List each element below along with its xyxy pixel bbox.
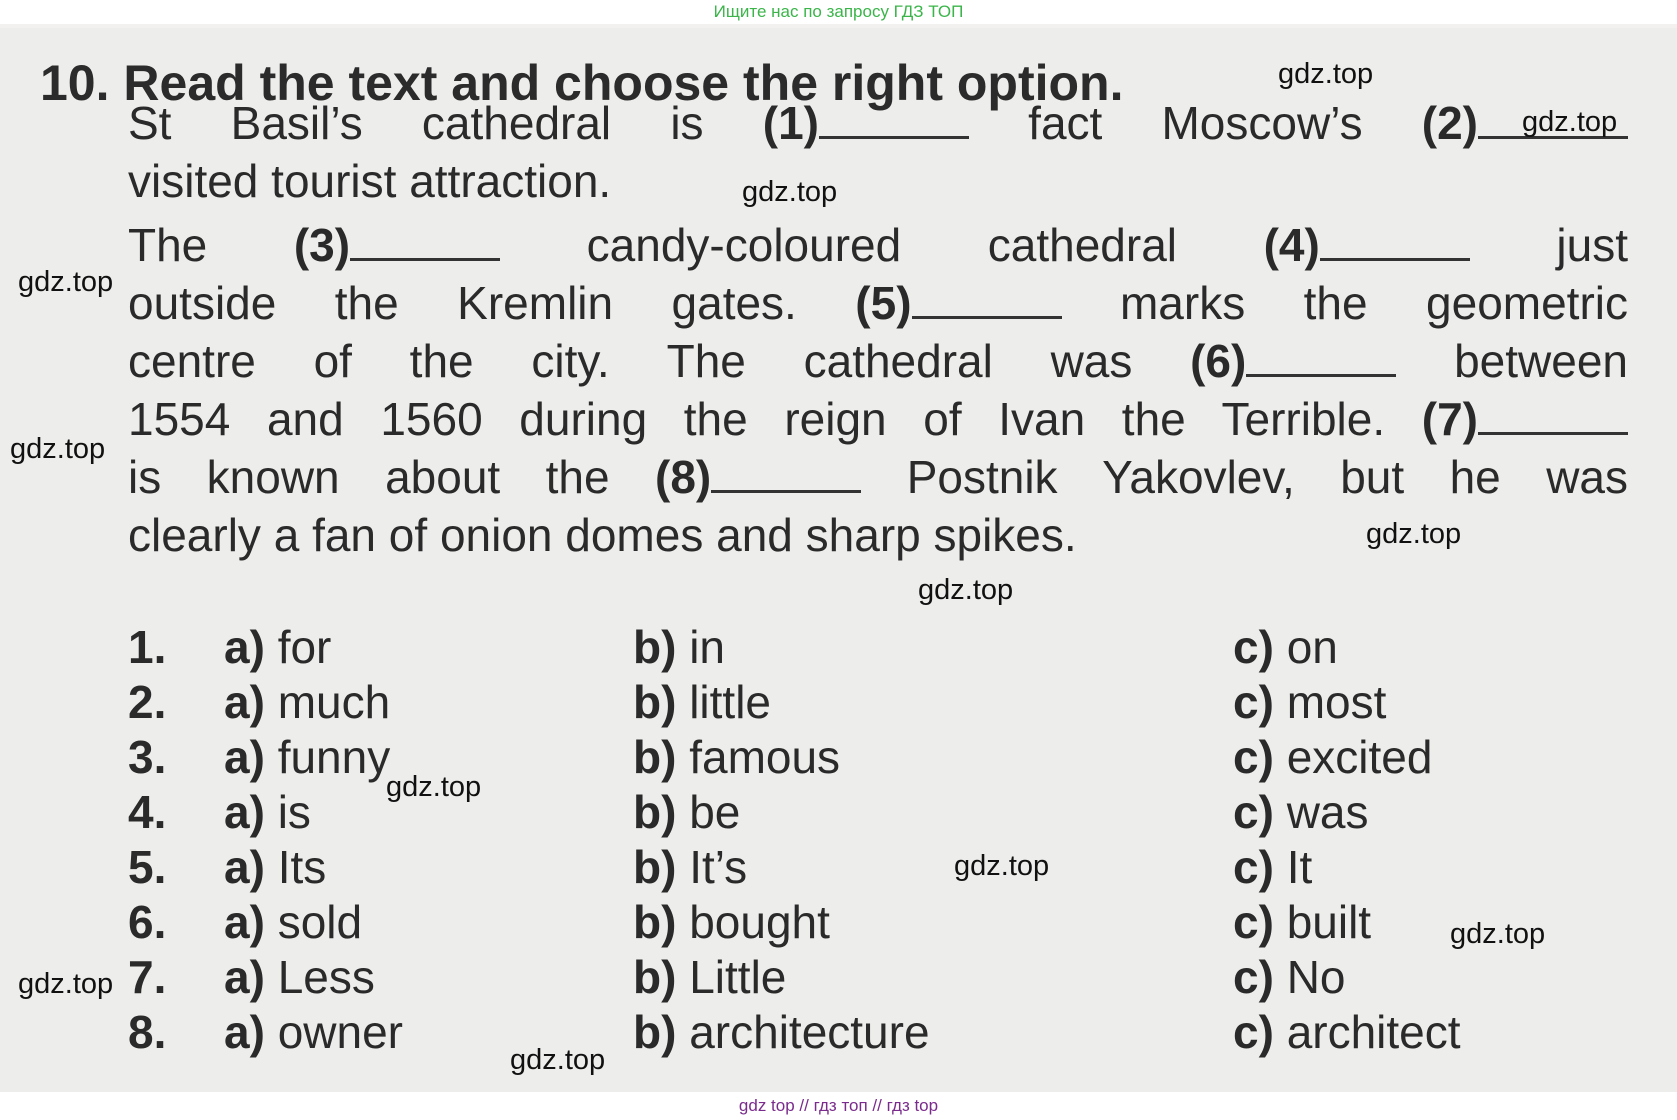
watermark: gdz.top: [1450, 918, 1546, 950]
text-line: is known about the (8) Postnik Yakovlev, but he was: [128, 451, 1628, 503]
option-number: 4.: [128, 786, 167, 838]
gap-blank: [819, 96, 969, 139]
text-line: visited tourist attraction.: [128, 155, 612, 207]
watermark: gdz.top: [1366, 518, 1462, 550]
option-number: 1.: [128, 621, 167, 673]
option-a[interactable]: a) owner: [224, 1006, 403, 1058]
top-banner[interactable]: Ищите нас по запросу ГДЗ ТОП: [0, 0, 1677, 24]
watermark: gdz.top: [386, 771, 482, 803]
option-b[interactable]: b) bought: [633, 896, 830, 948]
watermark: gdz.top: [954, 850, 1050, 882]
option-c[interactable]: c) architect: [1233, 1006, 1461, 1058]
option-c[interactable]: c) It: [1233, 841, 1313, 893]
option-a[interactable]: a) Its: [224, 841, 327, 893]
option-a[interactable]: a) funny: [224, 731, 391, 783]
option-c[interactable]: c) most: [1233, 676, 1387, 728]
paragraph-2: [128, 216, 1628, 564]
option-number: 7.: [128, 951, 167, 1003]
option-number: 2.: [128, 676, 167, 728]
text-line: St Basil’s cathedral is (1) fact Moscow’s (2): [128, 94, 1628, 152]
option-b[interactable]: b) It’s: [633, 841, 748, 893]
gap-blank: [912, 276, 1062, 319]
gap-blank: [1246, 334, 1396, 377]
text-line: The (3) candy-coloured cathedral (4) just: [128, 219, 1628, 271]
option-b[interactable]: b) in: [633, 621, 726, 673]
option-number: 8.: [128, 1006, 167, 1058]
watermark: gdz.top: [18, 968, 114, 1000]
option-number: 5.: [128, 841, 167, 893]
option-a[interactable]: a) much: [224, 676, 391, 728]
option-b[interactable]: b) be: [633, 786, 741, 838]
option-c[interactable]: c) excited: [1233, 731, 1433, 783]
option-b[interactable]: b) little: [633, 676, 772, 728]
option-a[interactable]: a) sold: [224, 896, 363, 948]
option-number: 3.: [128, 731, 167, 783]
exercise-number: 10.: [40, 55, 110, 111]
option-a[interactable]: a) is: [224, 786, 311, 838]
option-a[interactable]: a) for: [224, 621, 332, 673]
option-number: 6.: [128, 896, 167, 948]
exercise-title: Read the text and choose the right option.: [123, 55, 1124, 111]
watermark: gdz.top: [510, 1044, 606, 1076]
text-line: 1554 and 1560 during the reign of Ivan the Terrible. (7): [128, 390, 1628, 448]
gap-blank: [1320, 218, 1470, 261]
text-line: outside the Kremlin gates. (5) marks the geometric: [128, 277, 1628, 329]
gap-blank: [1478, 392, 1628, 435]
watermark: gdz.top: [1522, 106, 1618, 138]
text-line: clearly a fan of onion domes and sharp spikes.: [128, 509, 1077, 561]
option-c[interactable]: c) No: [1233, 951, 1346, 1003]
watermark: gdz.top: [1278, 58, 1374, 90]
watermark: gdz.top: [10, 433, 106, 465]
watermark: gdz.top: [18, 266, 114, 298]
watermark: gdz.top: [742, 176, 838, 208]
option-b[interactable]: b) famous: [633, 731, 841, 783]
option-b[interactable]: b) Little: [633, 951, 787, 1003]
text-line: centre of the city. The cathedral was (6) between: [128, 335, 1628, 387]
option-c[interactable]: c) on: [1233, 621, 1338, 673]
watermark: gdz.top: [918, 574, 1014, 606]
gap-blank: [350, 218, 500, 261]
option-b[interactable]: b) architecture: [633, 1006, 930, 1058]
option-a[interactable]: a) Less: [224, 951, 375, 1003]
option-c[interactable]: c) was: [1233, 786, 1369, 838]
bottom-banner[interactable]: gdz top // гдз топ // гдз top: [0, 1092, 1677, 1120]
textbook-page: [0, 28, 1677, 1092]
option-c[interactable]: c) built: [1233, 896, 1372, 948]
paragraph-1: [128, 94, 1628, 210]
gap-blank: [711, 450, 861, 493]
